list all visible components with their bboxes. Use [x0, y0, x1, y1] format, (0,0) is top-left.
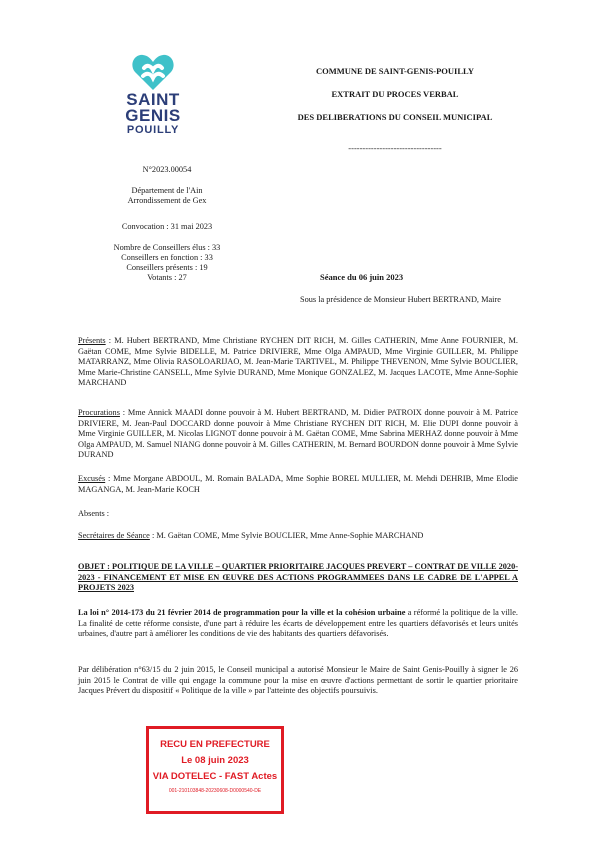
logo-line-genis: GENIS [125, 106, 181, 125]
paragraph-deliberation: Par délibération n°63/15 du 2 juin 2015, le Conseil municipal a autorisé Monsieur le Maire de Saint Genis-Pouilly à signer le 26 juin 2015 le Contrat de ville qui engage la commune pour la mise en œuvre d'actions permettant de sortir le quartier prioritaire Jacques Prévert du dispositif « Politique de la ville » par l'atteinte des objectifs poursuivis. [78, 665, 518, 696]
convocation-date: Convocation : 31 mai 2023 [121, 222, 213, 231]
logo-line-saint: SAINT [126, 90, 180, 109]
procurations-paragraph [78, 408, 518, 461]
council-counts [92, 243, 242, 283]
count-elus: Nombre de Conseillers élus : 33 [113, 243, 221, 252]
header-deliberations: DES DELIBERATIONS DU CONSEIL MUNICIPAL [297, 112, 493, 122]
count-fonction: Conseillers en fonction : 33 [121, 253, 213, 262]
heart-logo-icon [131, 52, 175, 92]
count-presents: Conseillers présents : 19 [126, 263, 208, 272]
loi-reference: La loi n° 2014-173 du 21 février 2014 de programmation pour la ville et la cohésion urbaine [78, 608, 406, 617]
absents-label: Absents : [78, 509, 110, 518]
header-extrait: EXTRAIT DU PROCES VERBAL [331, 89, 459, 99]
secretaires-list: : M. Gaëtan COME, Mme Sylvie BOUCLIER, Mme Anne-Sophie MARCHAND [149, 531, 424, 540]
secretaires-paragraph [78, 531, 518, 542]
absents-paragraph [78, 509, 518, 520]
excuses-list: : Mme Morgane ABDOUL, M. Romain BALADA, Mme Sophie BOREL MULLIER, M. Mehdi DEHRIB, Mme Elodie MAGANGA, M. Jean-Marie KOCH [78, 474, 518, 494]
excuses-label: Excusés [78, 474, 106, 483]
presents-paragraph [78, 336, 518, 389]
stamp-line-date: Le 08 juin 2023 [181, 755, 249, 766]
saint-genis-logo [118, 52, 188, 137]
header-separator: --------------------------------- [348, 143, 442, 153]
department: Département de l'Ain [131, 186, 203, 195]
prefecture-stamp [146, 726, 284, 814]
procurations-label: Procurations [78, 408, 120, 417]
procurations-list: : Mme Annick MAADI donne pouvoir à M. Hubert BERTRAND, M. Didier PATROIX donne pouvoir à M. Patrice DRIVIERE, M. Jean-Paul DOCCARD donne pouvoir à Mme Christiane RYCHEN DIT RICH, M. Elie DUPI donne pouvoir à Mme Virginie GUILLER, M. Nicolas LIGNOT donne pouvoir à M. Gaëtan COME, Mme Sabrina MERHAZ donne pouvoir à Mme Olga AMPAUD, M. Samuel NIANG donne pouvoir à M. Gilles CATHERIN, M. Bernard BOURDON donne pouvoir à Mme Sylvie DURAND [78, 408, 518, 460]
presents-label: Présents [78, 336, 106, 345]
department-block [92, 186, 242, 206]
objet-heading: OBJET : POLITIQUE DE LA VILLE – QUARTIER PRIORITAIRE JACQUES PREVERT – CONTRAT DE VILLE 2020-2023 - FINANCEMENT ET MISE EN ŒUVRE DES ACTIONS PROGRAMMEES DANS LE CADRE DE L'APPEL A PROJETS 2023 [78, 562, 518, 593]
seance-presidence: Sous la présidence de Monsieur Hubert BERTRAND, Maire [300, 295, 501, 304]
arrondissement: Arrondissement de Gex [127, 196, 207, 205]
loi-text: a réformé la politique de la ville. La finalité de cette réforme consiste, d'une part à réduire les écarts de développement entre les quartiers défavorisés et leurs unités urbaines, d'autre part à améliorer les conditions de vie des habitants des quartiers défavorisés. [78, 608, 518, 639]
deliberation-number: N°2023.00054 [142, 165, 192, 174]
count-votants: Votants : 27 [147, 273, 187, 282]
secretaires-label: Secrétaires de Séance [78, 531, 150, 540]
stamp-line-via: VIA DOTELEC - FAST Actes [152, 771, 278, 782]
header-commune: COMMUNE DE SAINT-GENIS-POUILLY [315, 66, 475, 76]
stamp-line-reference: 001-210103848-20230608-D0000540-DE [168, 788, 262, 794]
presents-list: : M. Hubert BERTRAND, Mme Christiane RYCHEN DIT RICH, M. Gilles CATHERIN, Mme Anne FOURNIER, M. Gaëtan COME, Mme Sylvie BIDELLE, M. Patrice DRIVIERE, Mme Olga AMPAUD, Mme Virginie GUILLER, M. Philippe MATARRANZ, Mme Olivia RASOLOARIJAO, M. Jean-Marie TARTIVEL, M. Philippe THEVENON, Mme Sylvie BOUCLIER, Mme Marie-Christine CANSELL, Mme Sylvie DURAND, Mme Monique GONZALEZ, M. Jacques LACOTE, Mme Anne-Sophie MARCHAND [78, 336, 518, 388]
stamp-line-recu: RECU EN PREFECTURE [160, 739, 270, 750]
excuses-paragraph [78, 474, 518, 495]
paragraph-loi [78, 608, 518, 640]
logo-line-pouilly: POUILLY [126, 124, 180, 136]
seance-date: Séance du 06 juin 2023 [320, 272, 404, 282]
